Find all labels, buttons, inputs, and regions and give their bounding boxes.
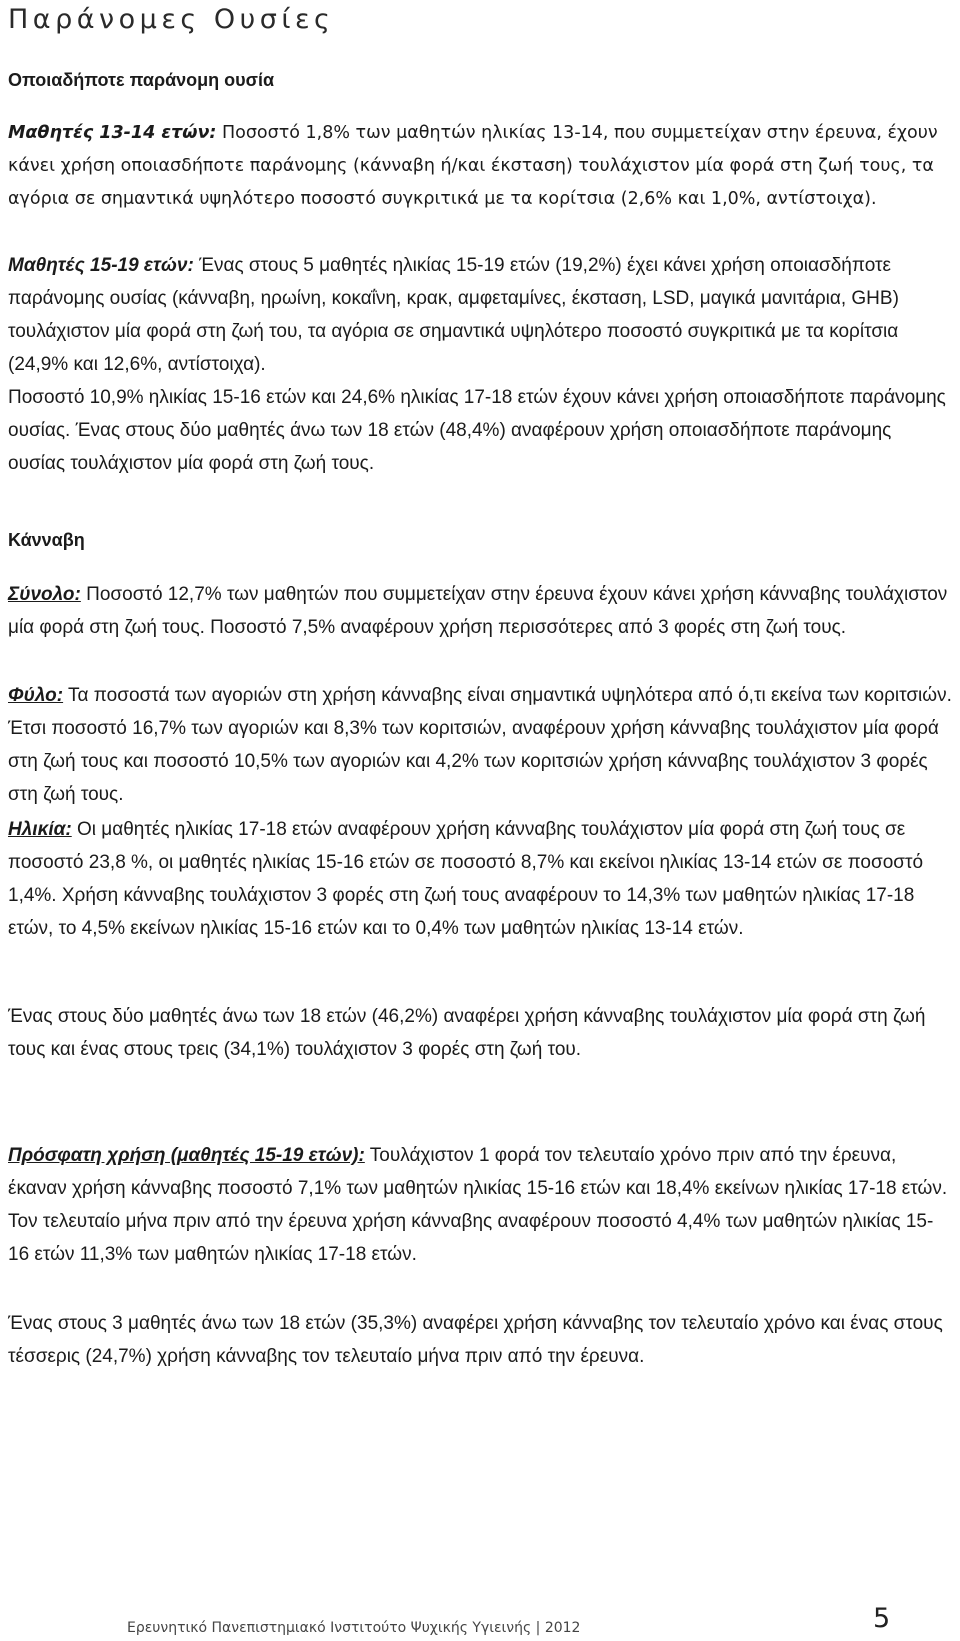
paragraph-text: Ποσοστό 1,8% των μαθητών ηλικίας 13-14, που συμμετείχαν στην έρευνα, έχουν κάνει χρήση οποιασδήποτε παράνομης (κάνναβη ή/και έκσταση) τουλάχιστον μία φορά στη ζωή τους, τα αγόρια σε σημαντικά υψηλότερο ποσοστό συγκριτικά με τα κορίτσια (2,6% και 1,0%, αντίστοιχα). xyxy=(8,123,938,209)
paragraph-text: Τα ποσοστά των αγοριών στη χρήση κάνναβης είναι σημαντικά υψηλότερα από ό,τι εκείνα των κοριτσιών. Έτσι ποσοστό 16,7% των αγοριών και 8,3% των κοριτσιών, αναφέρουν χρήση κάνναβης τουλάχιστον μία φορά στη ζωή τους και ποσοστό 10,5% των αγοριών και 4,2% των κοριτσιών χρήση κάνναβης τουλάχιστον 3 φορές στη ζωή τους. xyxy=(8,685,952,805)
section-heading-cannabis: Κάνναβη xyxy=(8,530,85,550)
paragraph-age xyxy=(8,813,952,945)
paragraph-lead: Πρόσφατη χρήση (μαθητές 15-19 ετών): xyxy=(8,1145,365,1166)
paragraph-text: Ποσοστό 12,7% των μαθητών που συμμετείχαν στην έρευνα έχουν κάνει χρήση κάνναβης τουλάχιστον μία φορά στη ζωή τους. Ποσοστό 7,5% αναφέρουν χρήση περισσότερες από 3 φορές στη ζωή τους. xyxy=(8,584,948,638)
section-heading-any-substance: Οποιαδήποτε παράνομη ουσία xyxy=(8,70,275,90)
paragraph-lead: Σύνολο: xyxy=(8,584,81,605)
paragraph-recent-over-18: Ένας στους 3 μαθητές άνω των 18 ετών (35,3%) αναφέρει χρήση κάνναβης τον τελευταίο χρόνο και ένας στους τέσσερις (24,7%) χρήση κάνναβης τον τελευταίο μήνα πριν από την έρευνα. xyxy=(8,1313,943,1367)
paragraph-text: Ένας στους 5 μαθητές ηλικίας 15-19 ετών (19,2%) έχει κάνει χρήση οποιασδήποτε παράνομης ουσίας (κάνναβη, ηρωίνη, κοκαΐνη, κρακ, αμφεταμίνες, έκσταση, LSD, μαγικά μανιτάρια, GHB) τουλάχιστον μία φορά στη ζωή του, τα αγόρια σε σημαντικά υψηλότερο ποσοστό συγκριτικά με τα κορίτσια (24,9% και 12,6%, αντίστοιχα). xyxy=(8,255,899,375)
paragraph-total xyxy=(8,578,952,644)
page-footer: Ερευνητικό Πανεπιστημιακό Ινστιτούτο Ψυχικής Υγιεινής | 2012 xyxy=(127,1620,581,1636)
paragraph-lead: Μαθητές 13-14 ετών: xyxy=(8,123,217,143)
page-number: 5 xyxy=(873,1603,891,1634)
paragraph-gender xyxy=(8,679,952,811)
paragraph-text: Οι μαθητές ηλικίας 17-18 ετών αναφέρουν χρήση κάνναβης τουλάχιστον μία φορά στη ζωή τους σε ποσοστό 23,8 %, οι μαθητές ηλικίας 15-16 ετών σε ποσοστό 8,7% και εκείνοι ηλικίας 13-14 ετών σε ποσοστό 1,4%. Χρήση κάνναβης τουλάχιστον 3 φορές στη ζωή τους αναφέρουν το 14,3% των μαθητών ηλικίας 17-18 ετών, το 4,5% εκείνων ηλικίας 15-16 ετών και το 0,4% των μαθητών ηλικίας 13-14 ετών. xyxy=(8,819,924,939)
paragraph-lead: Ηλικία: xyxy=(8,819,72,840)
paragraph-text: Τουλάχιστον 1 φορά τον τελευταίο χρόνο πριν από την έρευνα, έκαναν χρήση κάνναβης ποσοστό 7,1% των μαθητών ηλικίας 15-16 ετών και 18,4% εκείνων ηλικίας 17-18 ετών. Τον τελευταίο μήνα πριν από την έρευνα χρήση κάνναβης αναφέρουν ποσοστό 4,4% των μαθητών ηλικίας 15-16 ετών 11,3% των μαθητών ηλικίας 17-18 ετών. xyxy=(8,1145,948,1265)
paragraph-recent-use xyxy=(8,1139,952,1271)
paragraph-students-13-14 xyxy=(8,117,952,216)
paragraph-lead: Μαθητές 15-19 ετών: xyxy=(8,255,194,276)
paragraph-over-18: Ένας στους δύο μαθητές άνω των 18 ετών (46,2%) αναφέρει χρήση κάνναβης τουλάχιστον μία φορά στη ζωή τους και ένας στους τρεις (34,1%) τουλάχιστον 3 φορές στη ζωή του. xyxy=(8,1006,926,1060)
paragraph-students-15-19 xyxy=(8,249,952,381)
paragraph-age-groups: Ποσοστό 10,9% ηλικίας 15-16 ετών και 24,6% ηλικίας 17-18 ετών έχουν κάνει χρήση οποιασδήποτε παράνομης ουσίας. Ένας στους δύο μαθητές άνω των 18 ετών (48,4%) αναφέρουν χρήση οποιασδήποτε παράνομης ουσίας τουλάχιστον μία φορά στη ζωή τους. xyxy=(8,387,946,474)
paragraph-lead: Φύλο: xyxy=(8,685,64,706)
page-title: Παράνομες Ουσίες xyxy=(8,4,335,35)
